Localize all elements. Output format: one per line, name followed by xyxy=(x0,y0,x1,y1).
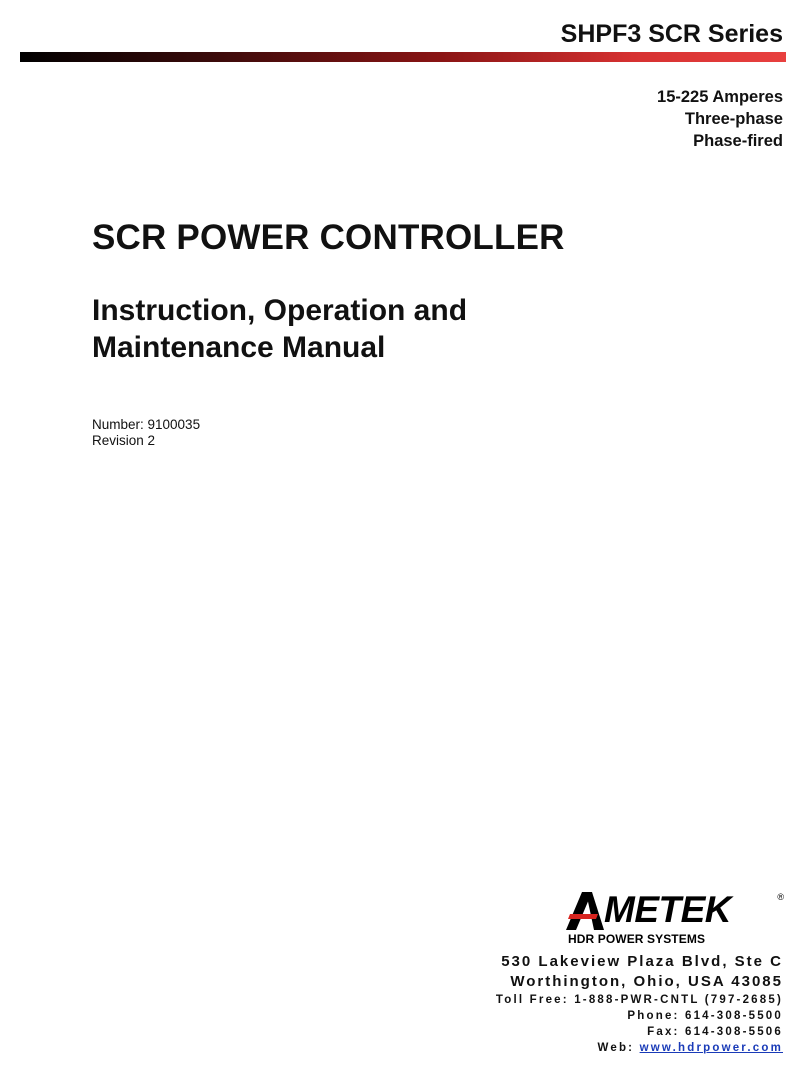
spec-amperes: 15-225 Amperes xyxy=(657,88,783,106)
contact-web xyxy=(496,1040,783,1056)
contact-toll-free: Toll Free: 1-888-PWR-CNTL (797-2685) xyxy=(495,994,783,1006)
company-logo xyxy=(564,888,784,946)
series-title: SHPF3 SCR Series xyxy=(560,20,783,48)
document-title: SCR POWER CONTROLLER xyxy=(92,218,565,257)
contact-fax: Fax: 614-308-5506 xyxy=(647,1026,783,1038)
logo-wordmark: METEK xyxy=(604,889,731,930)
ametek-a-mark-icon xyxy=(564,890,606,930)
web-label: Web: xyxy=(597,1042,640,1054)
spec-firing: Phase-fired xyxy=(693,132,783,150)
logo-row xyxy=(564,888,784,946)
subtitle-line-1: Instruction, Operation and xyxy=(92,294,468,327)
spec-phase: Three-phase xyxy=(684,110,783,128)
contact-phone: Phone: 614-308-5500 xyxy=(627,1010,783,1022)
registered-mark: ® xyxy=(777,892,784,902)
address-city: Worthington, Ohio, USA 43085 xyxy=(510,973,783,990)
address-street: 530 Lakeview Plaza Blvd, Ste C xyxy=(501,953,783,970)
document-meta xyxy=(92,417,200,449)
document-number: Number: 9100035 xyxy=(92,417,201,432)
document-subtitle xyxy=(92,292,467,366)
website-link[interactable]: www.hdrpower.com xyxy=(639,1042,783,1054)
subtitle-line-2: Maintenance Manual xyxy=(92,331,386,364)
header-rule xyxy=(20,52,786,62)
document-revision: Revision 2 xyxy=(92,433,156,448)
logo-division: HDR POWER SYSTEMS xyxy=(568,932,706,946)
company-address xyxy=(496,952,783,1056)
spec-list xyxy=(657,86,783,152)
